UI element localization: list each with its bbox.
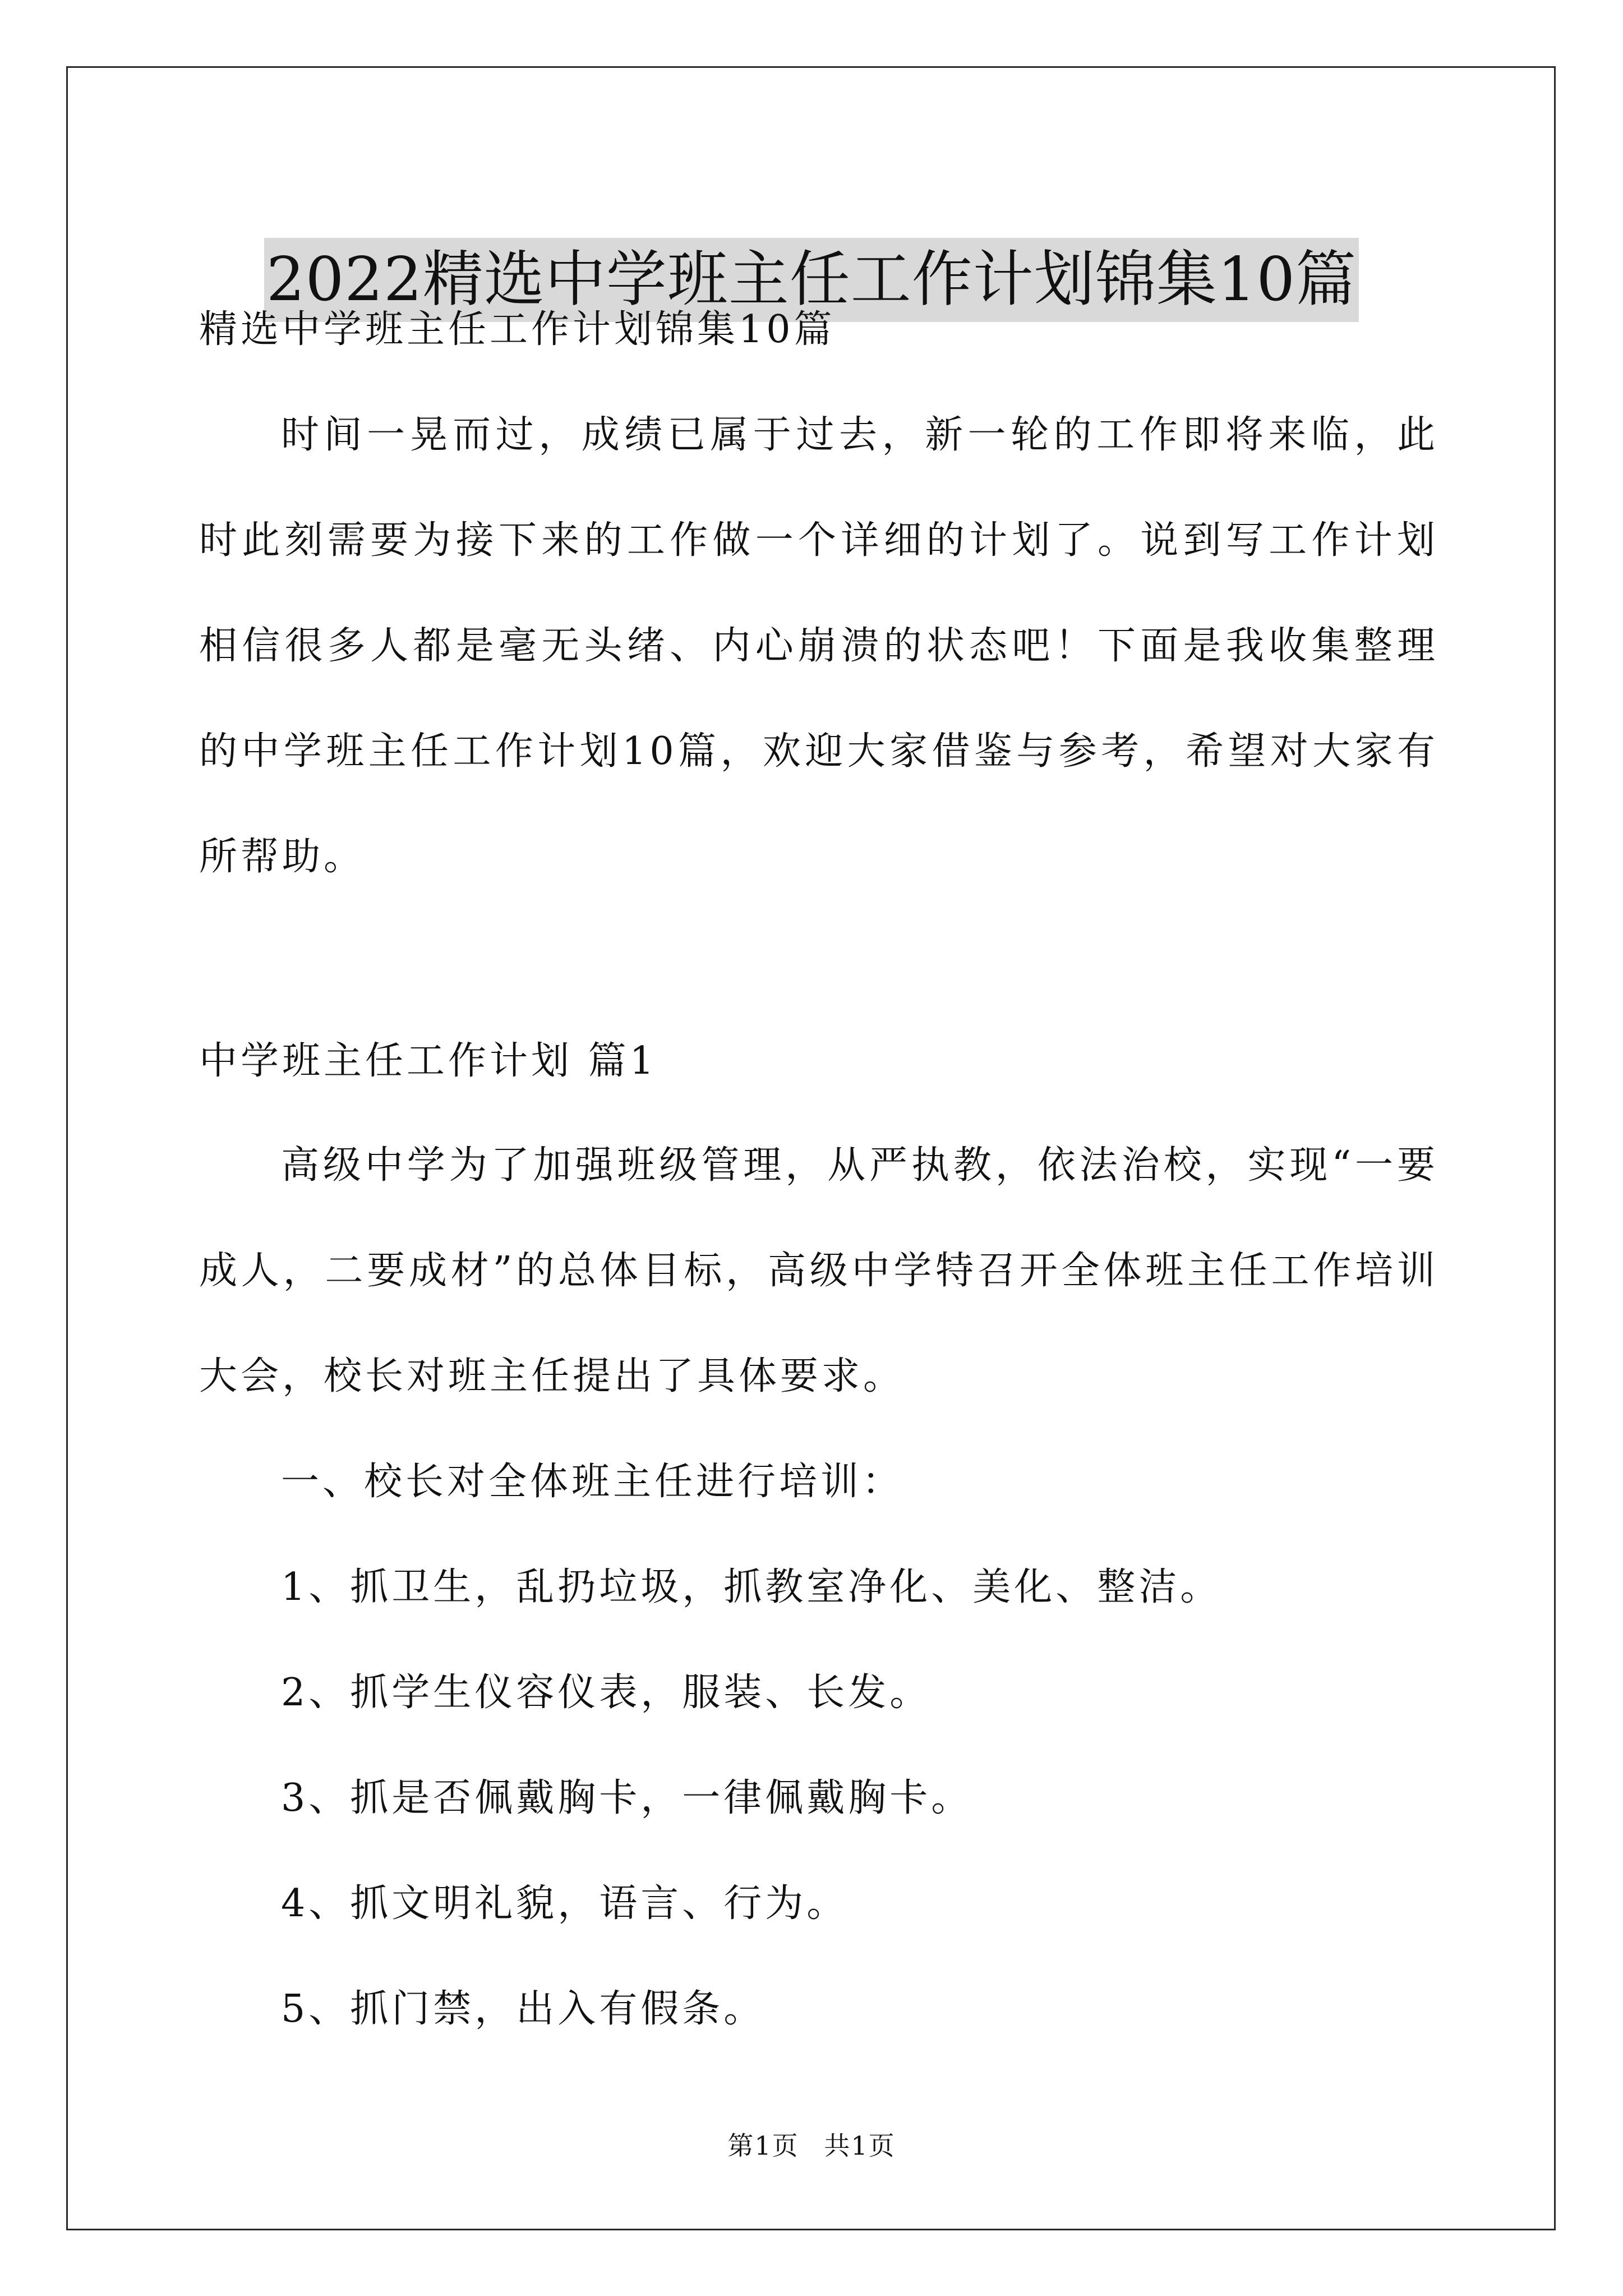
document-body	[199, 303, 1438, 2062]
list-heading: 一、校长对全体班主任进行培训：	[281, 1460, 904, 1504]
section-heading: 中学班主任工作计划 篇1	[199, 1039, 657, 1083]
list-item: 2、抓学生仪容仪表，服装、长发。	[281, 1671, 932, 1715]
section-paragraph: 高级中学为了加强班级管理，从严执教，依法治校，实现“一要成人，二要成材”的总体目标，高级中学特召开全体班主任工作培训大会，校长对班主任提出了具体要求。	[199, 1143, 1438, 1398]
page-number: 第1页	[727, 2131, 799, 2161]
document-title: 2022精选中学班主任工作计划锦集10篇	[264, 238, 1359, 322]
list-item: 1、抓卫生，乱扔垃圾，抓教室净化、美化、整洁。	[281, 1565, 1222, 1609]
list-item: 5、抓门禁，出入有假条。	[281, 1987, 766, 2031]
list-item: 4、抓文明礼貌，语言、行为。	[281, 1881, 849, 1926]
intro-paragraph: 时间一晃而过，成绩已属于过去，新一轮的工作即将来临，此时此刻需要为接下来的工作做一个详细的计划了。说到写工作计划相信很多人都是毫无头绪、内心崩溃的状态吧！下面是我收集整理的中学班主任工作计划10篇，欢迎大家借鉴与参考，希望对大家有所帮助。	[199, 413, 1438, 879]
document-subtitle: 精选中学班主任工作计划锦集10篇	[199, 307, 836, 352]
page-footer	[0, 2129, 1623, 2162]
page-total: 共1页	[824, 2131, 896, 2161]
list-item: 3、抓是否佩戴胸卡，一律佩戴胸卡。	[281, 1776, 973, 1820]
